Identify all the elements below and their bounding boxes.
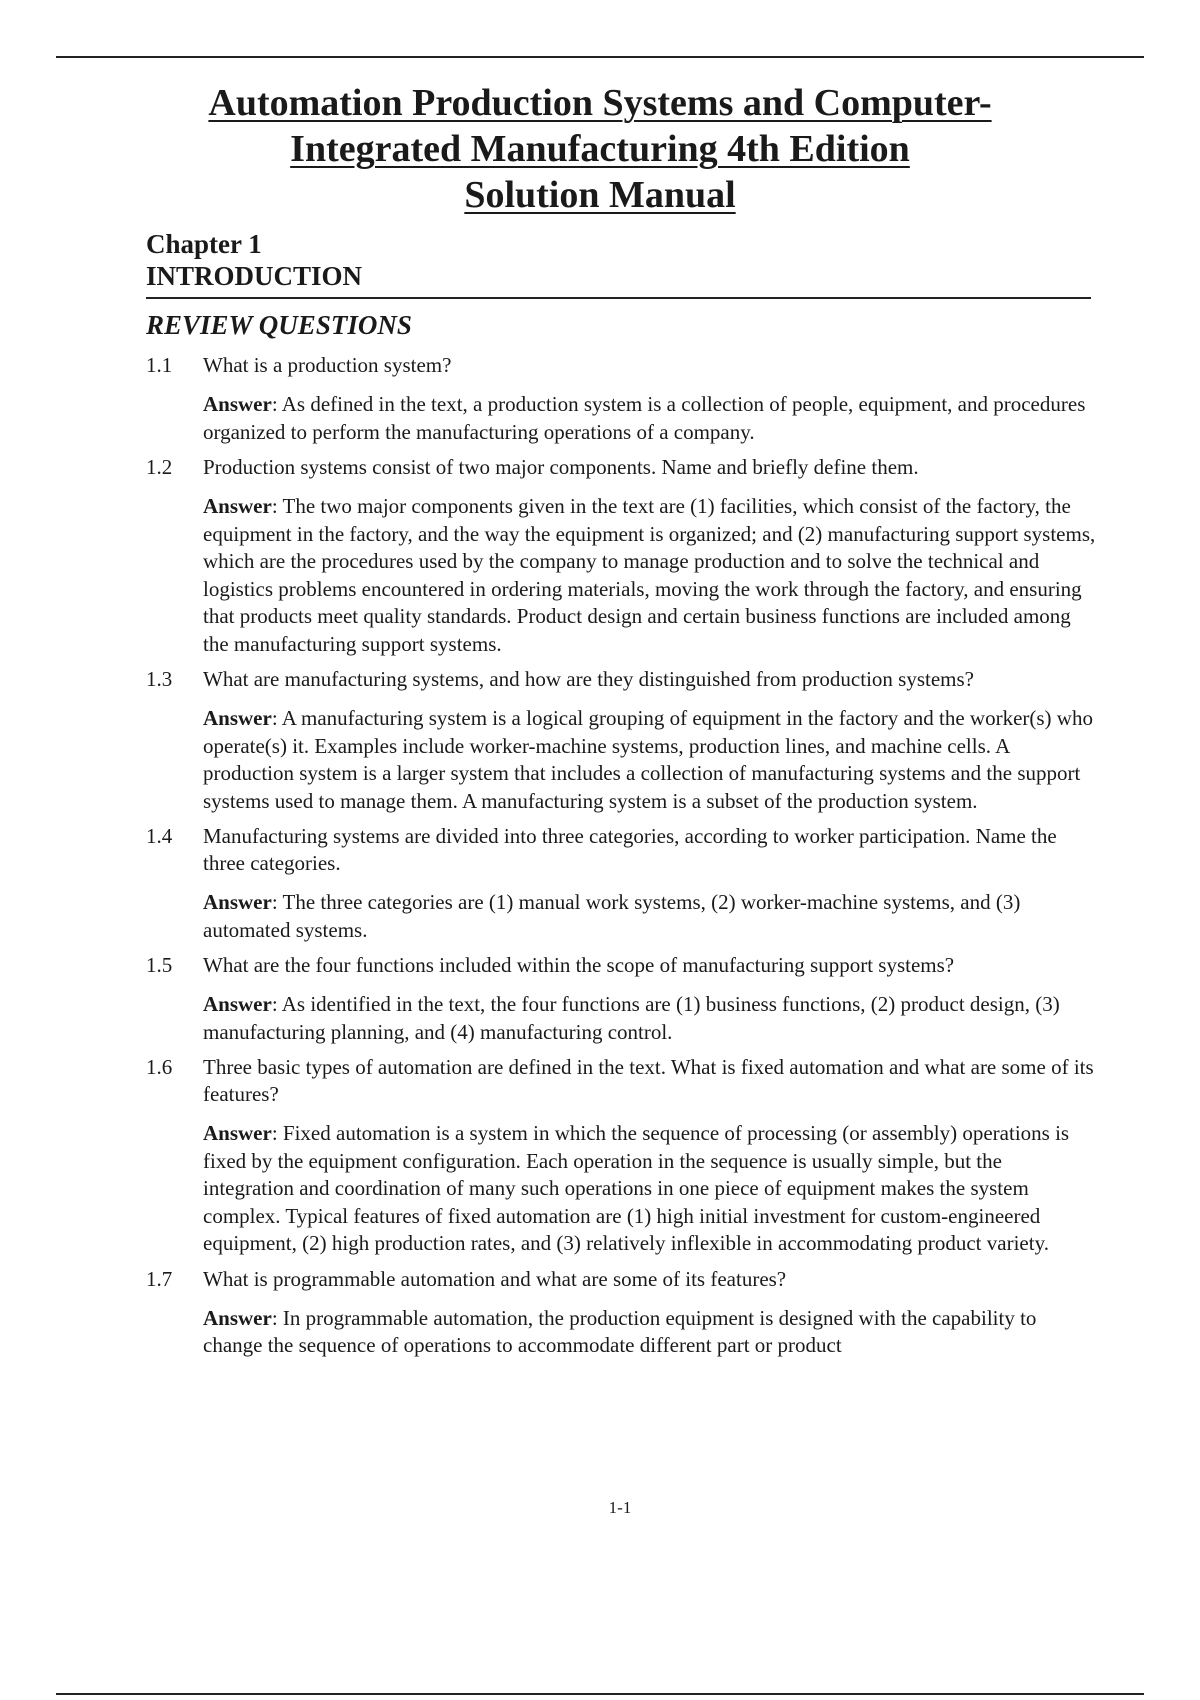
answer-label: Answer xyxy=(203,706,272,730)
answer-label: Answer xyxy=(203,890,272,914)
question-number: 1.4 xyxy=(146,824,173,848)
document-title xyxy=(100,80,1100,218)
answer-text: : The two major components given in the text are (1) facilities, which consist of the factory, the equipment in the factory, and the way the equipment is organized; and (2) manufacturing support systems, which are the procedures used by the company to manage production and to solve the technical and logistics problems encountered in ordering materials, moving the work through the factory, and ensuring that products meet quality standards. Product design and certain business functions are included among the manufacturing support systems. xyxy=(203,494,1096,656)
answer-paragraph xyxy=(203,889,1096,944)
answer-text: : A manufacturing system is a logical grouping of equipment in the factory and the worker(s) who operate(s) it. Examples include worker-machine systems, production lines, and machine cells. A production system is a larger system that includes a collection of manufacturing systems and the support systems used to manage them. A manufacturing system is a subset of the production system. xyxy=(203,706,1093,813)
question-number: 1.2 xyxy=(146,455,173,479)
chapter-label: Chapter 1 xyxy=(146,229,262,259)
answer-paragraph xyxy=(203,991,1096,1046)
answer-paragraph xyxy=(203,1305,1096,1360)
chapter-title: INTRODUCTION xyxy=(146,261,363,291)
answer-text: : In programmable automation, the production equipment is designed with the capability to change the sequence of operations to accommodate different part or product xyxy=(203,1305,1037,1357)
section-title: REVIEW QUESTIONS xyxy=(146,310,412,340)
question-text: What are manufacturing systems, and how are they distinguished from production systems? xyxy=(203,667,974,691)
answer-label: Answer xyxy=(203,1305,272,1330)
question-number: 1.5 xyxy=(146,953,173,977)
question-text: Manufacturing systems are divided into three categories, according to worker participation. Name the three categories. xyxy=(203,824,1057,875)
question-text: What is a production system? xyxy=(203,353,452,377)
title-line-2: Integrated Manufacturing 4th Edition xyxy=(290,128,910,170)
answer-paragraph xyxy=(203,1120,1096,1258)
question-text: Production systems consist of two major components. Name and briefly define them. xyxy=(203,455,919,479)
question-item xyxy=(146,352,1096,446)
answer-label: Answer xyxy=(203,992,272,1016)
answer-paragraph xyxy=(203,493,1096,658)
question-item xyxy=(146,1054,1096,1258)
title-line-1: Automation Production Systems and Computer- xyxy=(208,82,992,124)
question-item xyxy=(146,666,1096,815)
answer-paragraph xyxy=(203,391,1096,446)
bottom-rule xyxy=(56,1693,1144,1695)
answer-label: Answer xyxy=(203,392,272,416)
answer-text: : As defined in the text, a production system is a collection of people, equipment, and procedures organized to perform the manufacturing operations of a company. xyxy=(203,392,1086,444)
chapter-divider xyxy=(146,297,1091,299)
question-number: 1.3 xyxy=(146,667,173,691)
answer-text: : As identified in the text, the four functions are (1) business functions, (2) product design, (3) manufacturing planning, and (4) manufacturing control. xyxy=(203,992,1060,1044)
question-number: 1.6 xyxy=(146,1055,173,1079)
question-text: Three basic types of automation are defined in the text. What is fixed automation and what are some of its features? xyxy=(203,1055,1094,1106)
answer-text: : The three categories are (1) manual work systems, (2) worker-machine systems, and (3) automated systems. xyxy=(203,890,1021,942)
answer-text: : Fixed automation is a system in which the sequence of processing (or assembly) operations is fixed by the equipment configuration. Each operation in the sequence is usually simple, but the integration and coordination of many such operations in one piece of equipment makes the system complex. Typical features of fixed automation are (1) high initial investment for custom-engineered equipment, (2) high production rates, and (3) relatively inflexible in accommodating product variety. xyxy=(203,1121,1070,1255)
review-questions-list xyxy=(146,352,1096,1368)
top-rule xyxy=(56,56,1144,58)
question-text: What is programmable automation and what are some of its features? xyxy=(203,1266,787,1291)
question-number: 1.1 xyxy=(146,353,173,377)
question-item xyxy=(146,454,1096,658)
answer-paragraph xyxy=(203,705,1096,815)
page-number: 1-1 xyxy=(608,1498,632,1517)
answer-label: Answer xyxy=(203,1121,272,1145)
question-number: 1.7 xyxy=(146,1266,173,1291)
answer-label: Answer xyxy=(203,494,272,518)
question-item xyxy=(146,1266,1096,1360)
question-item xyxy=(146,823,1096,944)
title-line-3: Solution Manual xyxy=(464,174,736,216)
question-item xyxy=(146,952,1096,1046)
question-text: What are the four functions included within the scope of manufacturing support systems? xyxy=(203,953,955,977)
